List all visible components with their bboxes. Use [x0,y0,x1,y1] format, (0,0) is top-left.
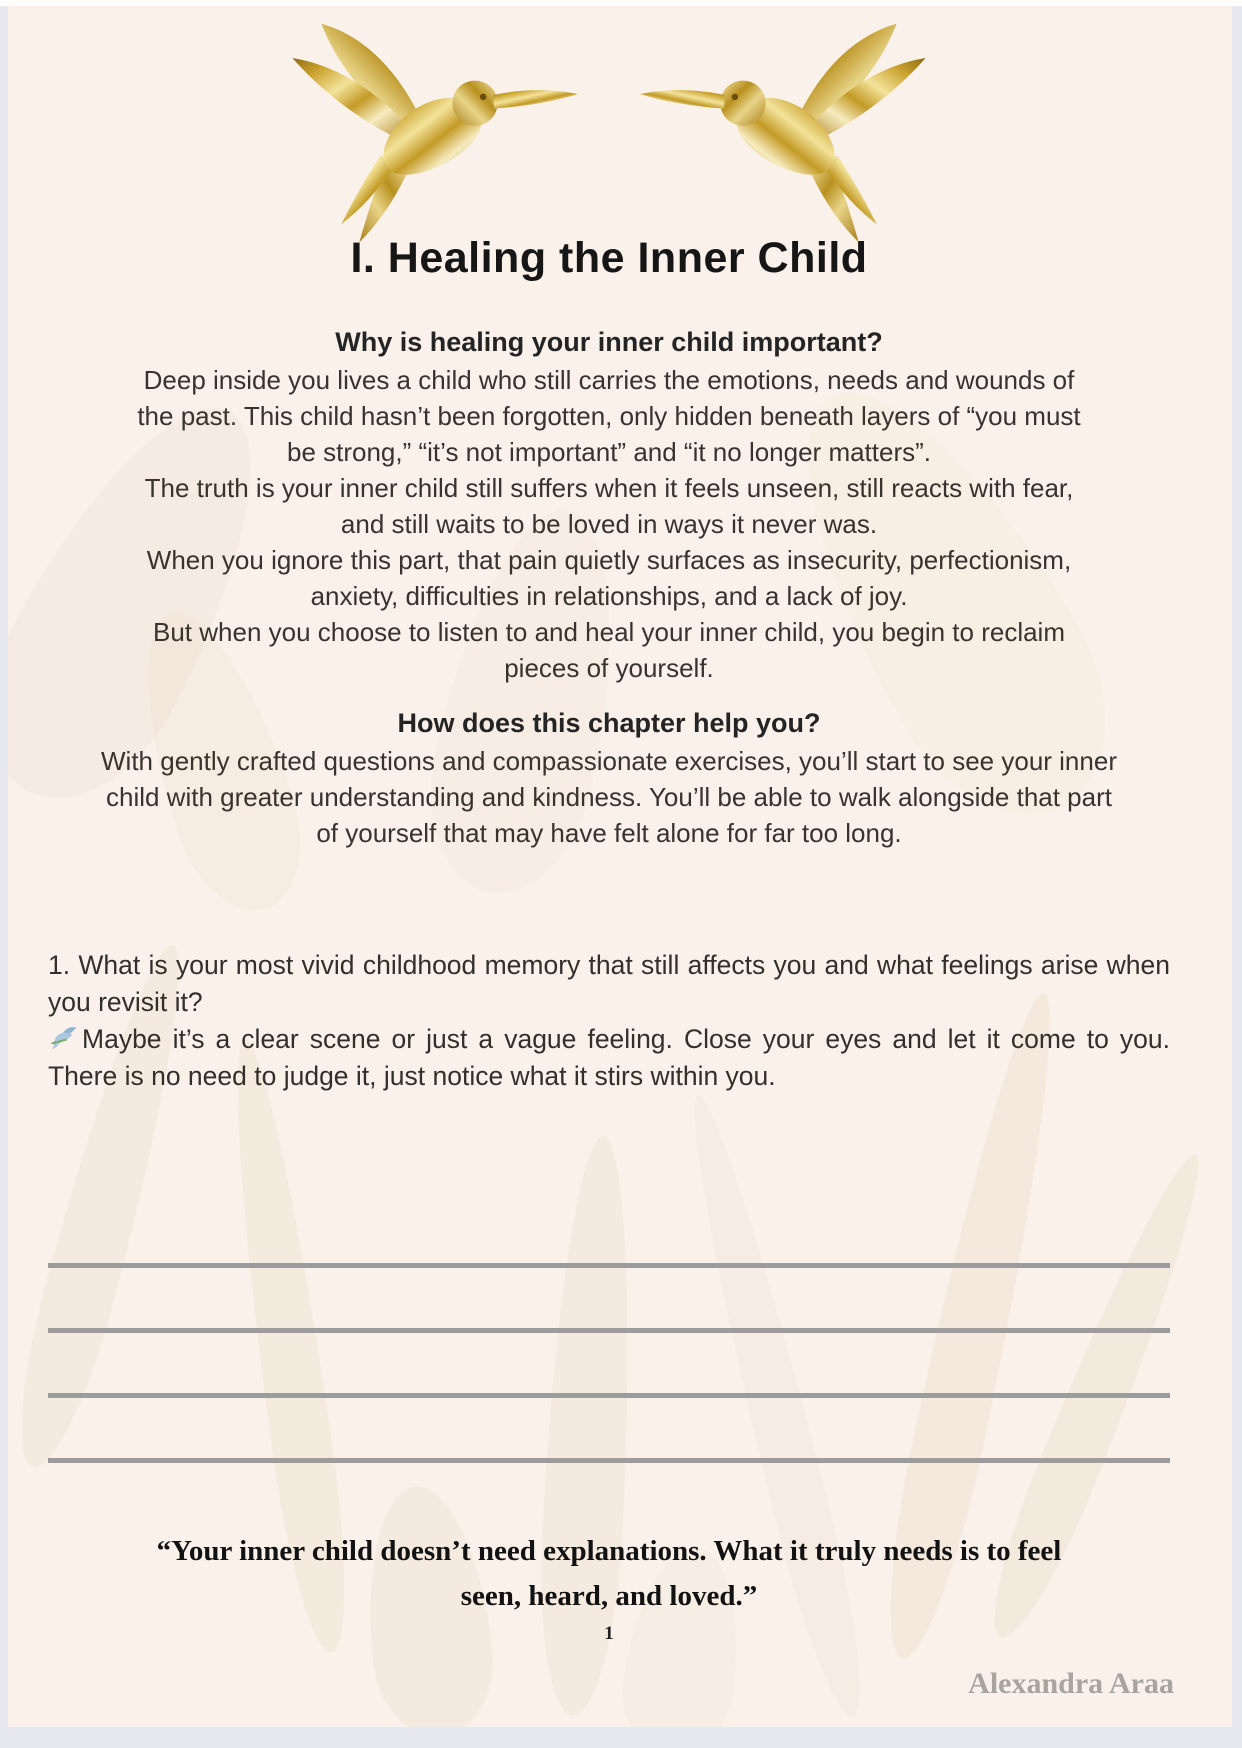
author-watermark: Alexandra Araa [968,1667,1174,1700]
intro-line: But when you choose to listen to and heal your inner child, you begin to reclaim pieces of yourself. [153,617,1065,683]
exercise-question: 1. What is your most vivid childhood memory that still affects you and what feelings arise when you revisit it? [48,950,1170,1017]
exercise-hint-text: Maybe it’s a clear scene or just a vague feeling. Close your eyes and let it come to you. There is no need to judge it, just notice what it stirs within you. [48,1024,1170,1091]
section-heading-why: Why is healing your inner child important? [335,327,883,357]
chapter-quote: “Your inner child doesn’t need explanations. What it truly needs is to feel seen, heard, and loved.” [156,1535,1062,1612]
hummingbird-header-art [48,20,1170,230]
chapter-title: I. Healing the Inner Child [350,234,868,282]
intro-paragraphs [133,362,1085,686]
how-paragraph [95,743,1123,851]
answer-line [48,1328,1170,1333]
exercise-hint [48,1021,1170,1095]
answer-lines [48,1263,1170,1463]
answer-line [48,1458,1170,1463]
section-heading-how: How does this chapter help you? [397,708,821,738]
workbook-page [8,6,1232,1727]
intro-line: When you ignore this part, that pain quietly surfaces as insecurity, perfectionism, anxiety, difficulties in relationships, and a lack of joy. [146,545,1072,611]
dove-icon [48,1025,78,1052]
hummingbird-left-icon [272,20,584,246]
page-content [8,20,1232,1645]
intro-line: Deep inside you lives a child who still carries the emotions, needs and wounds of the past. This child hasn’t been forgotten, only hidden beneath layers of “you must be strong,” “it’s not important” and “it no longer matters”. [137,365,1081,467]
intro-line: The truth is your inner child still suffers when it feels unseen, still reacts with fear, and still waits to be loved in ways it never was. [144,473,1074,539]
hummingbird-right-icon [634,20,946,246]
page-number: 1 [604,1623,614,1644]
how-paragraph-text: With gently crafted questions and compassionate exercises, you’ll start to see your inner child with greater understanding and kindness. You’ll be able to walk alongside that part of yourself that may have felt alone for far too long. [101,746,1117,848]
answer-line [48,1263,1170,1268]
answer-line [48,1393,1170,1398]
exercise-block [48,947,1170,1095]
